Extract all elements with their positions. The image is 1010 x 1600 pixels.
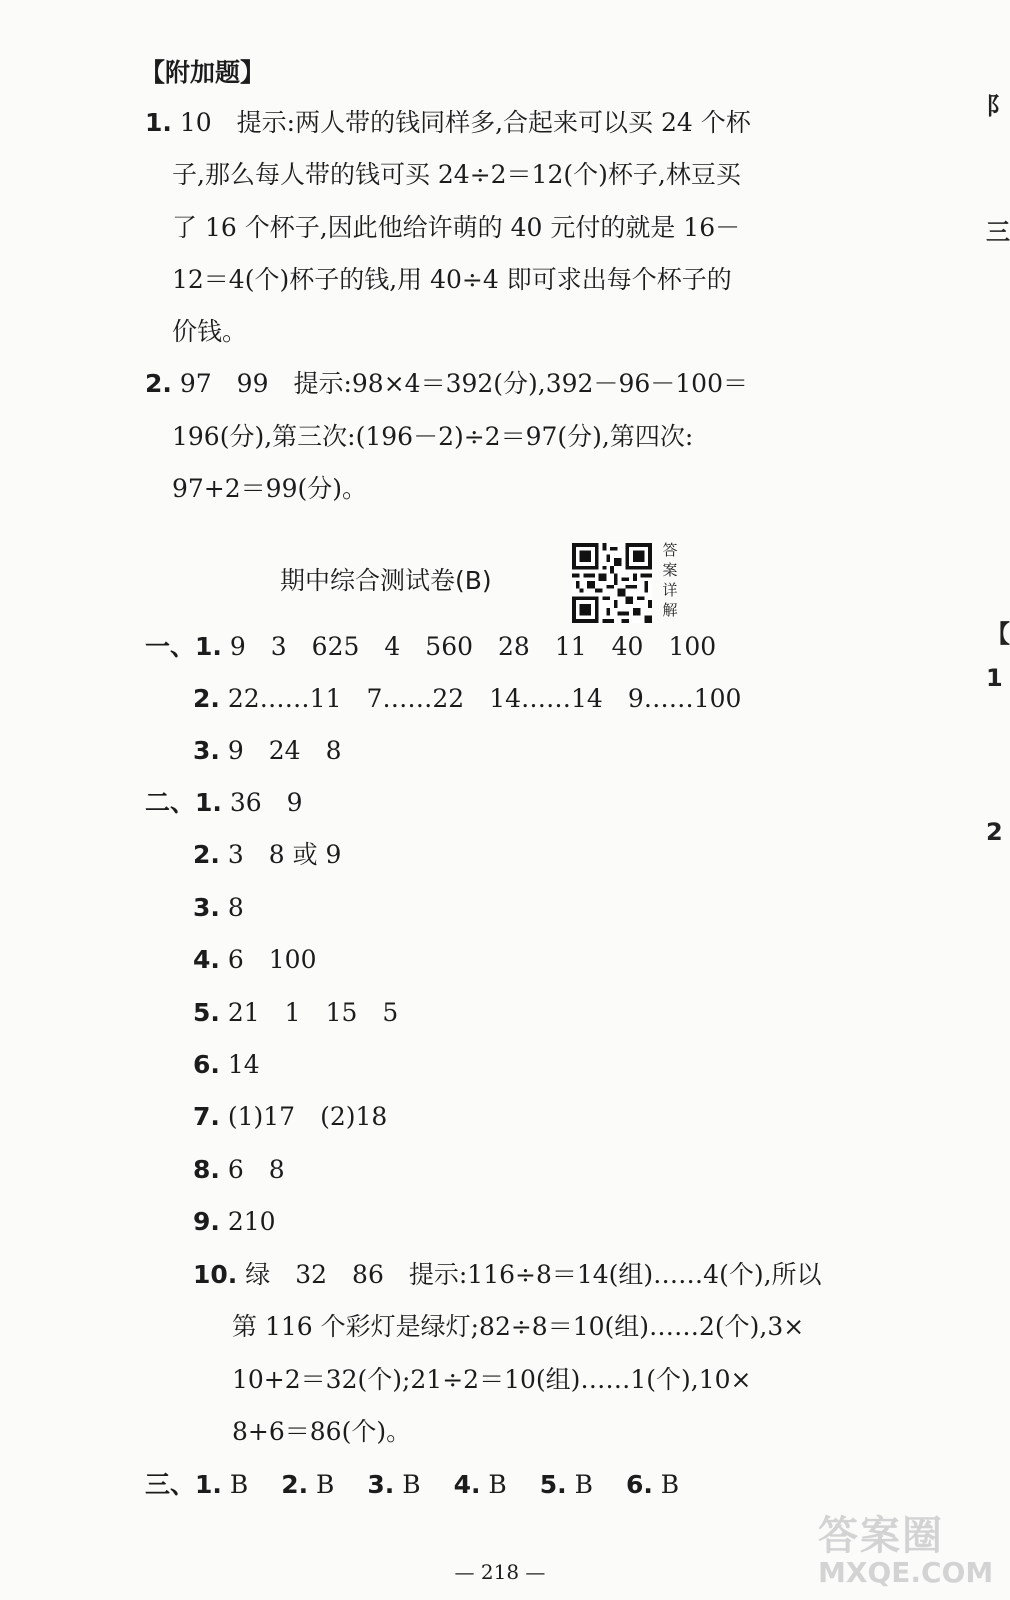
answer-text: B: [652, 1470, 680, 1499]
answer-text: 8: [219, 893, 244, 922]
answer-text: 绿 32 86 提示:116÷8＝14(组)……4(个),所以: [237, 1260, 822, 1289]
qr-code-icon[interactable]: [572, 543, 652, 623]
answer-text: 22……11 7……22 14……14 9……100: [219, 684, 742, 713]
extra-q1-text: 10 提示:两人带的钱同样多,合起来可以买 24 个杯: [171, 108, 751, 137]
edge-glyph: 2: [986, 818, 1003, 846]
question-number: 7.: [193, 1102, 220, 1131]
question-number: 9.: [193, 1207, 220, 1236]
part2-item-4: [193, 943, 316, 977]
part-label: 二、: [145, 788, 196, 817]
answer-text: B: [308, 1470, 335, 1499]
watermark-url: MXQE.COM: [818, 1556, 994, 1589]
watermark-logo: 答案圈: [818, 1513, 944, 1559]
question-number: 3.: [367, 1470, 395, 1499]
edge-glyph: 阝: [986, 92, 1010, 120]
question-number: 5.: [539, 1470, 567, 1499]
page-number: — 218 —: [454, 1560, 546, 1584]
answer-text: 9 24 8: [219, 736, 342, 765]
exam-title: 期中综合测试卷(B): [280, 566, 492, 595]
part2-item-3: [193, 891, 244, 925]
answer-text: B: [221, 1470, 249, 1499]
extra-q1-line5: 价钱。: [172, 317, 248, 346]
part-label: 三、: [145, 1470, 196, 1499]
question-number: 2.: [145, 369, 172, 398]
question-number: 2.: [193, 684, 220, 713]
edge-glyph: 1: [986, 664, 1003, 692]
extra-q2-line3: 97+2＝99(分)。: [172, 474, 367, 503]
question-number: 4.: [453, 1470, 481, 1499]
extra-q1-line4: 12＝4(个)杯子的钱,用 40÷4 即可求出每个杯子的: [172, 265, 732, 294]
part2-item-9: [193, 1205, 276, 1239]
answer-text: 9 3 625 4 560 28 11 40 100: [221, 632, 717, 661]
extra-q1-line1: [145, 106, 751, 140]
part1-item-1: [145, 630, 716, 664]
question-number: 1.: [195, 1470, 222, 1499]
question-number: 4.: [193, 945, 220, 974]
question-number: 8.: [193, 1155, 220, 1184]
extra-q2-line1: [145, 367, 748, 401]
answer-text: 21 1 15 5: [219, 998, 399, 1027]
answer-text: B: [394, 1470, 421, 1499]
part2-q10-line2: 第 116 个彩灯是绿灯;82÷8＝10(组)……2(个),3×: [232, 1312, 805, 1341]
extra-q1-line2: 子,那么每人带的钱可买 24÷2＝12(个)杯子,林豆买: [172, 160, 741, 189]
answer-text: (1)17 (2)18: [219, 1102, 388, 1131]
answer-text: 3 8 或 9: [219, 840, 342, 869]
question-number: 3.: [193, 736, 220, 765]
part2-q10-line3: 10+2＝32(个);21÷2＝10(组)……1(个),10×: [232, 1365, 752, 1394]
extra-q1-line3: 了 16 个杯子,因此他给许萌的 40 元付的就是 16－: [172, 213, 741, 242]
question-number: 2.: [281, 1470, 309, 1499]
part2-item-6: [193, 1048, 260, 1082]
answer-text: 210: [219, 1207, 276, 1236]
section-header: 【附加题】: [140, 58, 266, 87]
extra-q2-text: 97 99 提示:98×4＝392(分),392－96－100＝: [171, 369, 748, 398]
part2-item-2: [193, 838, 341, 872]
part-label: 一、: [145, 632, 196, 661]
part2-q10-line4: 8+6＝86(个)。: [232, 1417, 412, 1446]
part2-item-7: [193, 1100, 387, 1134]
answer-text: 6 8: [219, 1155, 285, 1184]
question-number: 6.: [193, 1050, 220, 1079]
extra-q2-line2: 196(分),第三次:(196－2)÷2＝97(分),第四次:: [172, 422, 694, 451]
question-number: 3.: [193, 893, 220, 922]
answer-text: B: [480, 1470, 507, 1499]
question-number: 2.: [193, 840, 220, 869]
part1-item-2: [193, 682, 741, 716]
qr-label: 答案详解: [662, 541, 678, 619]
answer-text: 36 9: [221, 788, 303, 817]
question-number: 1.: [145, 108, 172, 137]
answer-text: 14: [219, 1050, 260, 1079]
part2-q10-line1: [193, 1258, 822, 1292]
part3-answers: [145, 1468, 679, 1502]
part1-item-3: [193, 734, 341, 768]
answer-text: B: [566, 1470, 593, 1499]
question-number: 1.: [195, 632, 222, 661]
part2-item-5: [193, 996, 398, 1030]
question-number: 1.: [195, 788, 222, 817]
answer-text: 6 100: [219, 945, 317, 974]
question-number: 5.: [193, 998, 220, 1027]
edge-glyph: 三: [986, 218, 1010, 246]
edge-glyph: 【: [986, 620, 1010, 648]
question-number: 6.: [625, 1470, 653, 1499]
part2-item-1: [145, 786, 303, 820]
part2-item-8: [193, 1153, 285, 1187]
question-number: 10.: [193, 1260, 238, 1289]
